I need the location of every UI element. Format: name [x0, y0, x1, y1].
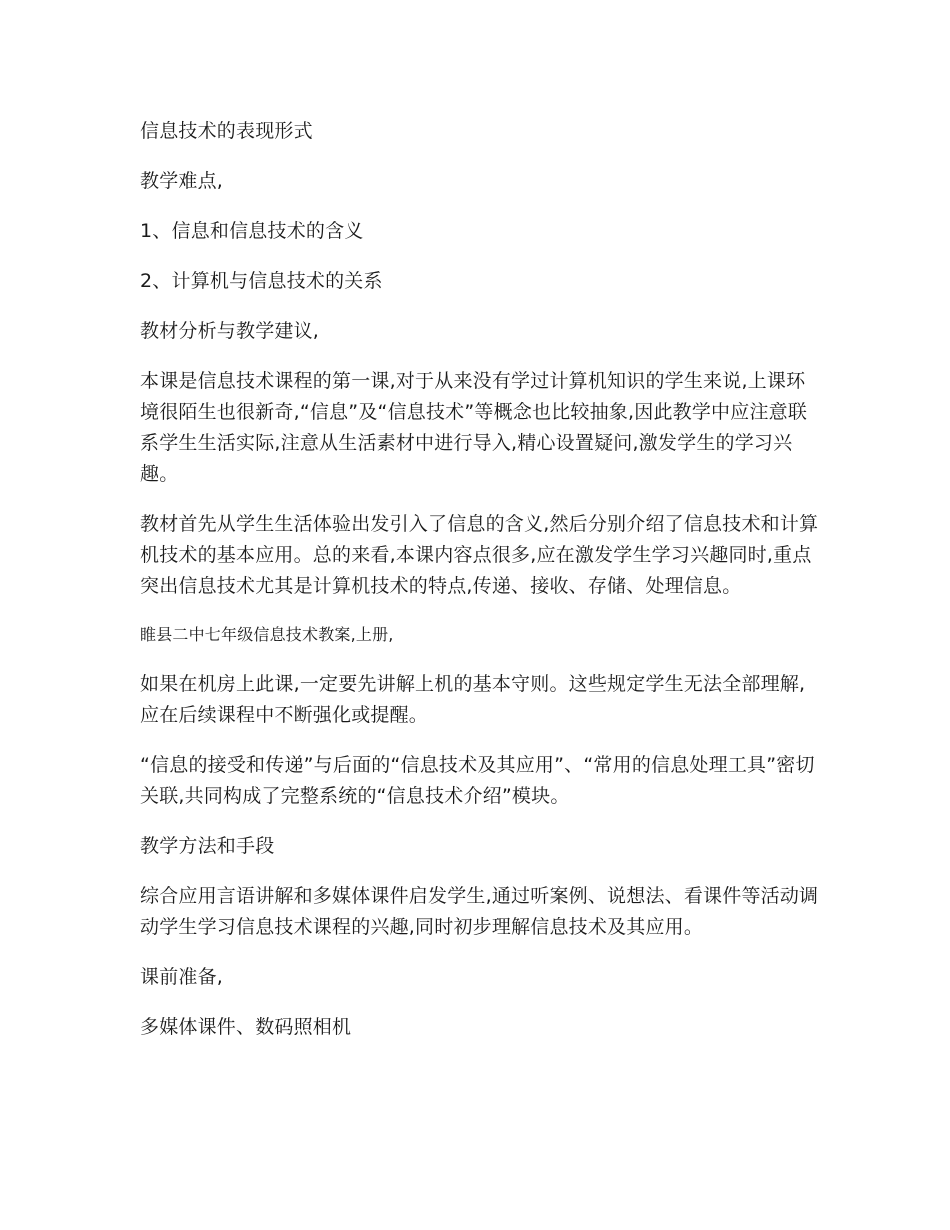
analysis-paragraph-3: 如果在机房上此课,一定要先讲解上机的基本守则。这些规定学生无法全部理解,应在后续课程中不断强化或提醒。	[140, 673, 806, 726]
difficulty-item-2: 2、计算机与信息技术的关系	[140, 270, 383, 292]
section-heading-difficulties: 教学难点,	[140, 170, 224, 192]
difficulty-item-1: 1、信息和信息技术的含义	[140, 220, 364, 242]
analysis-paragraph-4: “信息的接受和传递”与后面的“信息技术及其应用”、“常用的信息处理工具”密切关联,共同构成了完整系统的“信息技术介绍”模块。	[140, 754, 815, 807]
document-page	[140, 116, 820, 1062]
section-heading-forms: 信息技术的表现形式	[140, 120, 313, 142]
analysis-paragraph-1: 本课是信息技术课程的第一课,对于从来没有学过计算机知识的学生来说,上课环境很陌生也很新奇,“信息”及“信息技术”等概念也比较抽象,因此教学中应注意联系学生生活实际,注意从生活素材中进行导入,精心设置疑问,激发学生的学习兴趣。	[140, 370, 808, 485]
section-heading-analysis: 教材分析与教学建议,	[140, 320, 320, 342]
methods-paragraph: 综合应用言语讲解和多媒体课件启发学生,通过听案例、说想法、看课件等活动调动学生学习信息技术课程的兴趣,同时初步理解信息技术及其应用。	[140, 885, 819, 938]
page-header-note: 睢县二中七年级信息技术教案,上册,	[140, 625, 394, 644]
analysis-paragraph-2: 教材首先从学生生活体验出发引入了信息的含义,然后分别介绍了信息技术和计算机技术的基本应用。总的来看,本课内容点很多,应在激发学生学习兴趣同时,重点突出信息技术尤其是计算机技术的特点,传递、接收、存储、处理信息。	[140, 513, 819, 597]
section-heading-preparation: 课前准备,	[140, 966, 224, 988]
section-heading-methods: 教学方法和手段	[140, 835, 275, 857]
preparation-items: 多媒体课件、数码照相机	[140, 1016, 352, 1038]
